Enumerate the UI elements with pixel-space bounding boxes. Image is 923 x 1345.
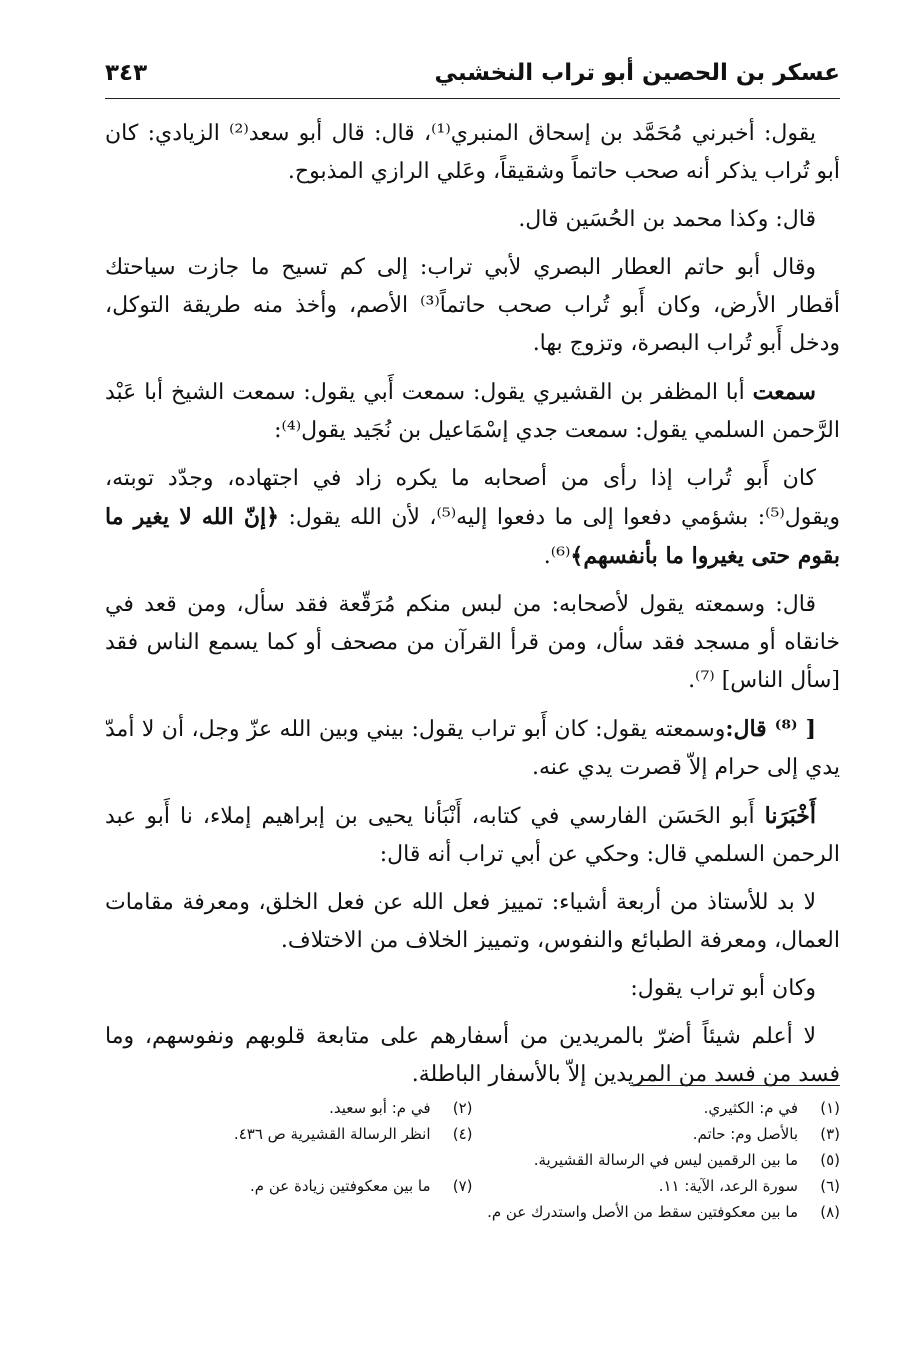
paragraph <box>105 710 840 787</box>
footnote-number: (١) <box>820 1099 840 1117</box>
paragraph <box>105 201 840 239</box>
paragraph-text: أبا المظفر بن القشيري يقول: سمعت أَبي يقول: سمعت الشيخ أبا عَبْد الرَّحمن السلمي يقول: سمعت جدي إسْمَاعيل بن نُجَيد يقول⁽⁴⁾: <box>105 380 840 443</box>
paragraph-text: أَبو الحَسَن الفارسي في كتابه، أَنْبَأنا يحيى بن إبراهيم إملاء، نا أَبو عبد الرحمن السلمي قال: وحكي عن أبي تراب أنه قال: <box>105 804 840 867</box>
footnote-divider <box>630 1085 840 1086</box>
main-text <box>105 115 840 1104</box>
footnote-row <box>105 1199 840 1225</box>
footnote-row <box>105 1173 840 1199</box>
paragraph <box>105 797 840 874</box>
footnote-row <box>105 1095 840 1121</box>
paragraph-lead: أَخْبَرَنا <box>764 803 816 829</box>
page-number: ٣٤٣ <box>105 60 148 86</box>
footnote <box>487 1199 840 1225</box>
footnote-text: ما بين معكوفتين سقط من الأصل واستدرك عن م. <box>487 1203 798 1221</box>
footnote-text: ما بين الرقمين ليس في الرسالة القشيرية. <box>533 1151 798 1169</box>
paragraph-text: كان أَبو تُراب إذا رأى من أصحابه ما يكره زاد في اجتهاده، وجدّد توبته، ويقول⁽⁵⁾: بشؤمي دفعوا إلى ما دفعوا إليه⁽⁵⁾، لأن الله يقول: <box>105 466 840 530</box>
paragraph <box>105 970 840 1008</box>
paragraph-text: لا أعلم شيئاً أضرّ بالمريدين من أسفارهم على متابعة قلوبهم ونفوسهم، وما فسد من فسد من المريدين إلاّ بالأسفار الباطلة. <box>105 1024 840 1087</box>
footnote <box>473 1173 841 1199</box>
paragraph <box>105 373 840 450</box>
paragraph <box>105 249 840 363</box>
footnote <box>473 1121 841 1147</box>
footnote <box>473 1095 841 1121</box>
footnote-number: (٢) <box>452 1099 473 1117</box>
footnote <box>105 1173 473 1199</box>
footnote <box>105 1121 473 1147</box>
footnote-number: (٣) <box>820 1125 840 1143</box>
paragraph-text: يقول: أخبرني مُحَمَّد بن إسحاق المنبري⁽¹⁾، قال: قال أبو سعد⁽²⁾ الزيادي: كان أبو تُراب يذكر أنه صحب حاتماً وشقيقاً، وعَلي الرازي المذبوح. <box>105 121 840 184</box>
footnote-text: ما بين معكوفتين زيادة عن م. <box>250 1177 431 1195</box>
page-header <box>105 52 840 99</box>
paragraph <box>105 1018 840 1094</box>
paragraph-text: وسمعته يقول: كان أَبو تراب يقول: بيني وبين الله عزّ وجل، أن لا أمدّ يدي إلى حرام إلاّ قصرت يدي عنه. <box>105 717 840 780</box>
paragraph-lead: [ ⁽⁸⁾ قال: <box>725 716 816 742</box>
paragraph-text: لا بد للأستاذ من أربعة أشياء: تمييز فعل الله عن فعل الخلق، ومعرفة مقامات العمال، ومعرفة الطبائع والنفوس، وتمييز الخلاف من الاختلاف. <box>105 890 840 953</box>
footnote-number: (٥) <box>820 1151 840 1169</box>
paragraph-tail: ⁽⁶⁾. <box>543 544 571 569</box>
footnote-text: بالأصل وم: حاتم. <box>692 1125 798 1143</box>
footnote-number: (٦) <box>820 1177 840 1195</box>
paragraph-text: قال: وسمعته يقول لأصحابه: من لبس منكم مُرَقّعة فقد سأل، ومن قعد في خانقاه أو مسجد فقد سأل، ومن قرأ القرآن من مصحف أو كما يسمع الناس فقد [سأل الناس] ⁽⁷⁾. <box>105 592 840 693</box>
paragraph-lead: سمعت <box>752 379 816 405</box>
paragraph-text: قال: وكذا محمد بن الحُسَين قال. <box>518 207 816 232</box>
paragraph <box>105 586 840 700</box>
paragraph <box>105 884 840 960</box>
footnote-number: (٤) <box>452 1125 473 1143</box>
footnotes <box>105 1095 840 1225</box>
footnote <box>105 1095 473 1121</box>
running-title: عسكر بن الحصين أبو تراب النخشبي <box>434 60 840 86</box>
paragraph <box>105 115 840 191</box>
quran-verse: ﴿إنّ الله لا يغير ما بقوم حتى يغيروا ما بأنفسهم﴾ <box>105 504 840 569</box>
footnote <box>534 1147 840 1173</box>
footnote-number: (٧) <box>452 1177 473 1195</box>
footnote-text: انظر الرسالة القشيرية ص ٤٣٦. <box>233 1125 431 1143</box>
footnote-row <box>105 1121 840 1147</box>
footnote-text: سورة الرعد، الآية: ١١. <box>658 1177 798 1195</box>
footnote-text: في م: أبو سعيد. <box>329 1099 431 1117</box>
paragraph-text: وكان أبو تراب يقول: <box>630 976 816 1001</box>
footnote-row <box>105 1147 840 1173</box>
paragraph-text: وقال أبو حاتم العطار البصري لأبي تراب: إلى كم تسيح ما جازت سياحتك أقطار الأرض، وكان أَبو تُراب صحب حاتماً⁽³⁾ الأصم، وأخذ منه طريقة التوكل، ودخل أَبو تُراب البصرة، وتزوج بها. <box>105 255 840 356</box>
footnote-number: (٨) <box>820 1203 840 1221</box>
paragraph <box>105 460 840 576</box>
footnote-text: في م: الكثيري. <box>703 1099 798 1117</box>
